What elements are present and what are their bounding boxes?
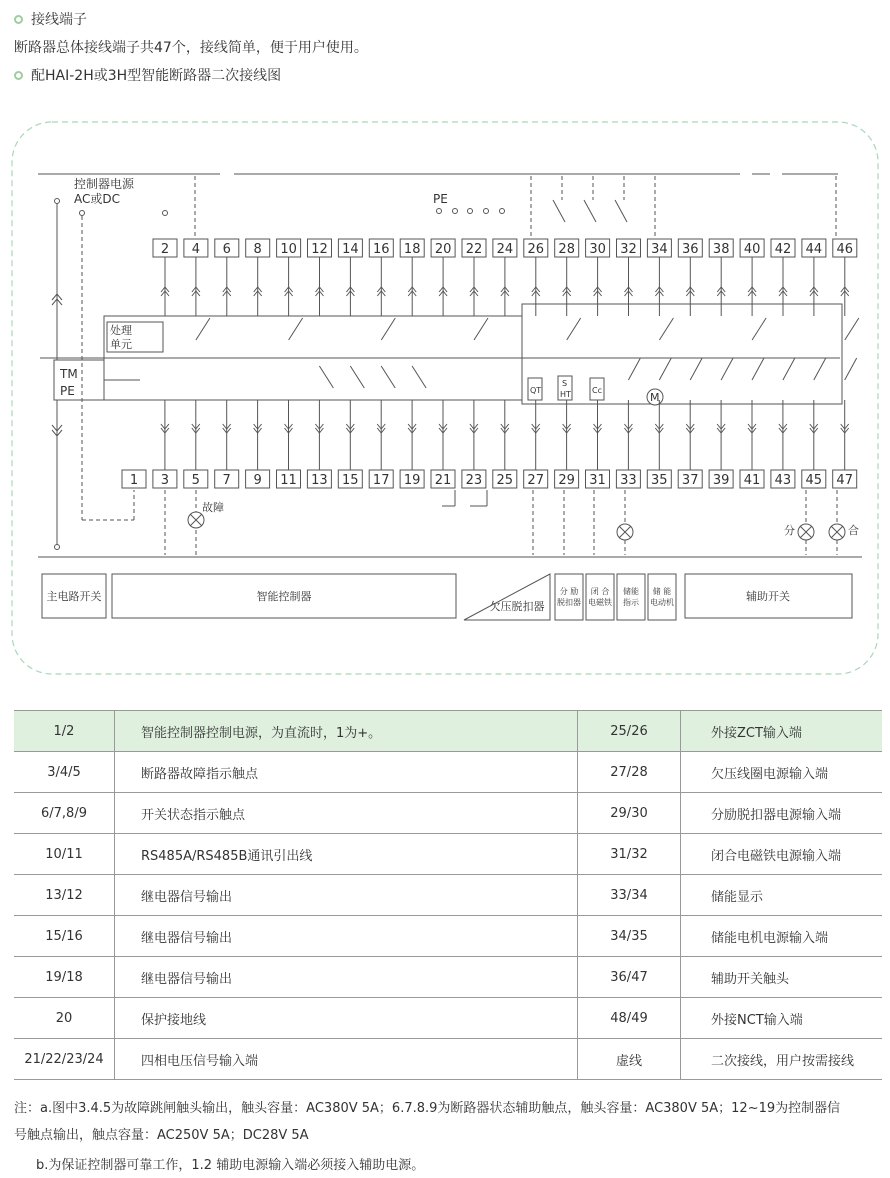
top-terminal-label: 42	[774, 242, 792, 257]
table-cell: 保护接地线	[115, 998, 578, 1039]
table-row	[14, 875, 882, 916]
bottom-terminal-label: 13	[311, 473, 328, 488]
coil-ht-label: HT	[560, 390, 571, 399]
top-terminal-label: 4	[191, 242, 201, 257]
note-a-line1: 注：a.图中3.4.5为故障跳闸触头输出，触头容量：AC380V 5A；6.7.8.9为断路器状态辅助触点，触头容量：AC380V 5A；12~19为控制器信	[14, 1101, 841, 1116]
table-cell: 继电器信号输出	[115, 875, 578, 916]
table-cell: 断路器故障指示触点	[115, 752, 578, 793]
coil-qt-label: QT	[530, 386, 542, 395]
table-row	[14, 957, 882, 998]
box-closing-line2: 电磁铁	[588, 598, 612, 607]
top-terminal-label: 26	[527, 242, 545, 257]
top-terminal-label: 28	[558, 242, 575, 257]
box-shunt-line1: 分 励	[559, 587, 579, 596]
bottom-terminal-label: 19	[403, 473, 421, 488]
box-shunt-line2: 脱扣器	[557, 598, 581, 607]
top-terminal-label: 24	[496, 242, 514, 257]
power-label-line2: AC或DC	[74, 192, 120, 206]
switch-contact	[721, 358, 733, 380]
section2-title: 配HAI-2H或3H型智能断路器二次接线图	[31, 68, 282, 84]
table-cell: 二次接线，用户按需接线	[681, 1039, 883, 1080]
pe-side-label: PE	[60, 384, 75, 398]
bottom-terminal-label: 5	[191, 473, 200, 488]
table-cell: 智能控制器控制电源，为直流时，1为+。	[115, 711, 578, 752]
table-row	[14, 834, 882, 875]
tm-label: TM	[60, 367, 78, 381]
bottom-terminal-label: 29	[558, 473, 575, 488]
top-terminal-label: 22	[465, 242, 483, 257]
bottom-terminal-label: 45	[805, 473, 823, 488]
table-cell: 继电器信号输出	[115, 957, 578, 998]
table-cell: 继电器信号输出	[115, 916, 578, 957]
table-row	[14, 1039, 882, 1080]
close-label: 合	[848, 524, 859, 537]
bottom-terminal-label: 39	[712, 473, 730, 488]
switch-contact	[752, 358, 764, 380]
switch-contact	[690, 358, 702, 380]
bottom-terminal-label: 9	[253, 473, 262, 488]
top-terminal-label: 14	[342, 242, 359, 257]
bottom-terminal-label: 7	[222, 473, 231, 488]
section1-text: 断路器总体接线端子共47个，接线简单，便于用户使用。	[14, 40, 368, 56]
table-cell: 欠压线圈电源输入端	[681, 752, 883, 793]
bottom-terminal-label: 21	[434, 473, 452, 488]
switch-contact	[196, 318, 210, 340]
top-terminal-label: 2	[160, 242, 170, 257]
table-cell: 20	[14, 998, 115, 1039]
bottom-terminal-label: 43	[774, 473, 792, 488]
table-row	[14, 916, 882, 957]
switch-contact	[845, 358, 857, 380]
table-cell: 10/11	[14, 834, 115, 875]
table-cell: 13/12	[14, 875, 115, 916]
table-cell: 31/32	[578, 834, 681, 875]
table-cell: 1/2	[14, 711, 115, 752]
top-terminal-label: 36	[682, 242, 699, 257]
box-aux-switch: 辅助开关	[746, 590, 790, 603]
box-closing-line1: 闭 合	[590, 587, 610, 596]
note-a-line2: 号触点输出，触点容量：AC250V 5A；DC28V 5A	[14, 1128, 309, 1143]
table-cell: 3/4/5	[14, 752, 115, 793]
box-storage-ind-line2: 指示	[623, 598, 639, 607]
table-cell: 15/16	[14, 916, 115, 957]
table-cell: 外接ZCT输入端	[681, 711, 883, 752]
switch-contact	[783, 358, 795, 380]
top-terminal-label: 40	[743, 242, 761, 257]
power-label-line1: 控制器电源	[74, 177, 135, 191]
bottom-terminal-label: 33	[620, 473, 637, 488]
switch-contact	[845, 318, 859, 340]
top-terminal-label: 6	[222, 242, 231, 257]
switch-contact	[628, 358, 640, 380]
top-terminal-label: 30	[589, 242, 606, 257]
table-cell: 36/47	[578, 957, 681, 998]
table-cell: 33/34	[578, 875, 681, 916]
table-cell: 6/7,8/9	[14, 793, 115, 834]
switch-contact	[814, 358, 826, 380]
bottom-terminal-label: 47	[836, 473, 853, 488]
table-cell: 开关状态指示触点	[115, 793, 578, 834]
table-cell: 虚线	[578, 1039, 681, 1080]
section1-title: 接线端子	[31, 12, 87, 28]
top-terminal-label: 8	[253, 242, 262, 257]
top-terminal-label: 46	[836, 242, 854, 257]
bottom-terminal-label: 37	[681, 473, 699, 488]
open-label: 分	[784, 524, 795, 537]
processor-label-line1: 处理	[110, 324, 132, 337]
coil-cc-label: Cc	[592, 386, 602, 395]
bottom-terminal-label: 1	[129, 473, 139, 488]
table-cell: 27/28	[578, 752, 681, 793]
switch-contact	[567, 318, 581, 340]
switch-contact	[474, 318, 488, 340]
table-cell: 外接NCT输入端	[681, 998, 883, 1039]
top-terminal-label: 10	[280, 242, 297, 257]
top-terminal-label: 20	[434, 242, 452, 257]
switch-contact	[381, 366, 395, 388]
box-undervoltage: 欠压脱扣器	[489, 600, 545, 613]
bottom-terminal-label: 23	[465, 473, 483, 488]
switch-contact	[319, 366, 333, 388]
table-cell: 储能显示	[681, 875, 883, 916]
bottom-terminal-label: 35	[651, 473, 668, 488]
table-cell: RS485A/RS485B通讯引出线	[115, 834, 578, 875]
table-cell: 29/30	[578, 793, 681, 834]
table-row	[14, 793, 882, 834]
table-row	[14, 711, 882, 752]
switch-contact	[289, 318, 303, 340]
box-controller: 智能控制器	[256, 590, 312, 603]
table-cell: 四相电压信号输入端	[115, 1039, 578, 1080]
table-cell: 21/22/23/24	[14, 1039, 115, 1080]
table-cell: 19/18	[14, 957, 115, 998]
top-terminal-label: 38	[712, 242, 730, 257]
bottom-terminal-label: 17	[372, 473, 390, 488]
table-row	[14, 998, 882, 1039]
table-cell: 闭合电磁铁电源输入端	[681, 834, 883, 875]
switch-contact	[659, 318, 673, 340]
switch-contact	[381, 318, 395, 340]
table-row	[14, 752, 882, 793]
bottom-terminal-label: 15	[342, 473, 359, 488]
top-terminal-label: 32	[620, 242, 637, 257]
table-cell: 25/26	[578, 711, 681, 752]
bottom-terminal-label: 31	[589, 473, 606, 488]
switch-contact	[659, 358, 671, 380]
terminal-table	[14, 710, 882, 1080]
table-cell: 分励脱扣器电源输入端	[681, 793, 883, 834]
top-terminal-label: 18	[403, 242, 421, 257]
note-b: b.为保证控制器可靠工作，1.2 辅助电源输入端必须接入辅助电源。	[36, 1158, 425, 1173]
bottom-terminal-label: 11	[280, 473, 297, 488]
bottom-terminal-label: 25	[496, 473, 514, 488]
bottom-terminal-label: 3	[160, 473, 170, 488]
box-storage-motor-line1: 储 能	[652, 587, 672, 596]
processor-label-line2: 单元	[110, 338, 132, 351]
table-cell: 储能电机电源输入端	[681, 916, 883, 957]
box-storage-motor-line2: 电动机	[650, 598, 674, 607]
box-main-switch: 主电路开关	[46, 590, 102, 603]
top-terminal-label: 16	[373, 242, 390, 257]
table-cell: 辅助开关触头	[681, 957, 883, 998]
motor-label: M	[650, 391, 660, 404]
top-terminal-label: 12	[311, 242, 328, 257]
top-terminal-label: 34	[651, 242, 668, 257]
bottom-terminal-label: 27	[527, 473, 544, 488]
switch-contact	[350, 366, 364, 388]
pe-top-label: PE	[433, 192, 448, 206]
coil-s-label: S	[562, 379, 568, 388]
top-terminal-label: 44	[805, 242, 823, 257]
switch-contact	[752, 318, 766, 340]
switch-contact	[412, 366, 426, 388]
table-cell: 34/35	[578, 916, 681, 957]
fault-label: 故障	[202, 501, 224, 514]
box-storage-ind-line1: 储能	[623, 587, 639, 596]
table-cell: 48/49	[578, 998, 681, 1039]
bottom-terminal-label: 41	[743, 473, 761, 488]
